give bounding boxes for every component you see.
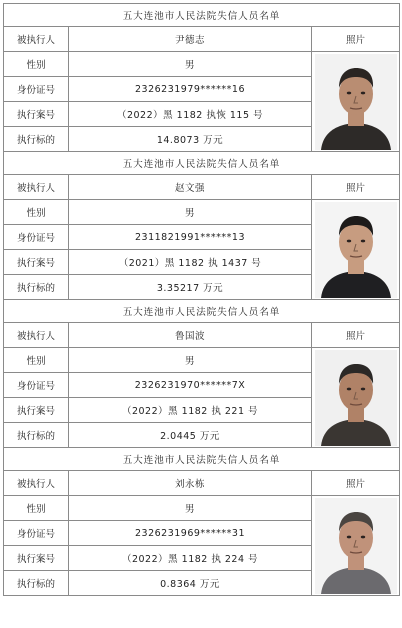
person-gender: 男: [69, 348, 312, 373]
list-title: 五大连池市人民法院失信人员名单: [4, 4, 400, 27]
record-title-row: [4, 448, 400, 471]
list-title: 五大连池市人民法院失信人员名单: [4, 152, 400, 175]
person-photo: [315, 350, 397, 446]
gender-row: [4, 496, 400, 521]
person-gender: 男: [69, 496, 312, 521]
case-number: （2021）黑 1182 执 1437 号: [69, 250, 312, 275]
gender-label: 性别: [4, 348, 69, 373]
person-gender: 男: [69, 52, 312, 77]
name-label: 被执行人: [4, 175, 69, 200]
id-number: 2311821991******13: [69, 225, 312, 250]
case-number: （2022）黑 1182 执 221 号: [69, 398, 312, 423]
photo-cell: [312, 52, 400, 152]
enforcement-amount: 14.8073 万元: [69, 127, 312, 152]
enforcement-amount: 0.8364 万元: [69, 571, 312, 596]
photo-right-eye: [360, 535, 364, 538]
person-gender: 男: [69, 200, 312, 225]
record-title-row: [4, 300, 400, 323]
person-photo: [315, 202, 397, 298]
name-row: [4, 27, 400, 52]
gender-row: [4, 200, 400, 225]
amount-label: 执行标的: [4, 571, 69, 596]
person-photo: [315, 54, 397, 150]
record-title-row: [4, 152, 400, 175]
id-label: 身份证号: [4, 521, 69, 546]
case-label: 执行案号: [4, 546, 69, 571]
name-label: 被执行人: [4, 27, 69, 52]
photo-cell: [312, 348, 400, 448]
record-title-row: [4, 4, 400, 27]
enforcement-amount: 3.35217 万元: [69, 275, 312, 300]
photo-right-eye: [360, 387, 364, 390]
name-row: [4, 175, 400, 200]
name-row: [4, 323, 400, 348]
photo-cell: [312, 200, 400, 300]
photo-label: 照片: [312, 27, 400, 52]
id-number: 2326231970******7X: [69, 373, 312, 398]
id-label: 身份证号: [4, 77, 69, 102]
enforcement-amount: 2.0445 万元: [69, 423, 312, 448]
person-name: 赵文强: [69, 175, 312, 200]
case-label: 执行案号: [4, 250, 69, 275]
photo-label: 照片: [312, 323, 400, 348]
gender-row: [4, 52, 400, 77]
case-label: 执行案号: [4, 398, 69, 423]
photo-left-eye: [346, 535, 350, 538]
photo-right-eye: [360, 91, 364, 94]
case-number: （2022）黑 1182 执恢 115 号: [69, 102, 312, 127]
id-label: 身份证号: [4, 373, 69, 398]
person-name: 刘永栋: [69, 471, 312, 496]
gender-row: [4, 348, 400, 373]
person-photo: [315, 498, 397, 594]
person-name: 尹德志: [69, 27, 312, 52]
id-label: 身份证号: [4, 225, 69, 250]
list-title: 五大连池市人民法院失信人员名单: [4, 448, 400, 471]
photo-label: 照片: [312, 175, 400, 200]
case-label: 执行案号: [4, 102, 69, 127]
photo-right-eye: [360, 239, 364, 242]
id-number: 2326231969******31: [69, 521, 312, 546]
id-number: 2326231979******16: [69, 77, 312, 102]
list-title: 五大连池市人民法院失信人员名单: [4, 300, 400, 323]
dishonest-persons-table: [3, 3, 400, 596]
name-row: [4, 471, 400, 496]
photo-left-eye: [346, 239, 350, 242]
name-label: 被执行人: [4, 471, 69, 496]
photo-label: 照片: [312, 471, 400, 496]
name-label: 被执行人: [4, 323, 69, 348]
gender-label: 性别: [4, 200, 69, 225]
amount-label: 执行标的: [4, 423, 69, 448]
photo-left-eye: [346, 91, 350, 94]
amount-label: 执行标的: [4, 127, 69, 152]
gender-label: 性别: [4, 496, 69, 521]
amount-label: 执行标的: [4, 275, 69, 300]
case-number: （2022）黑 1182 执 224 号: [69, 546, 312, 571]
person-name: 鲁国波: [69, 323, 312, 348]
gender-label: 性别: [4, 52, 69, 77]
photo-cell: [312, 496, 400, 596]
photo-left-eye: [346, 387, 350, 390]
